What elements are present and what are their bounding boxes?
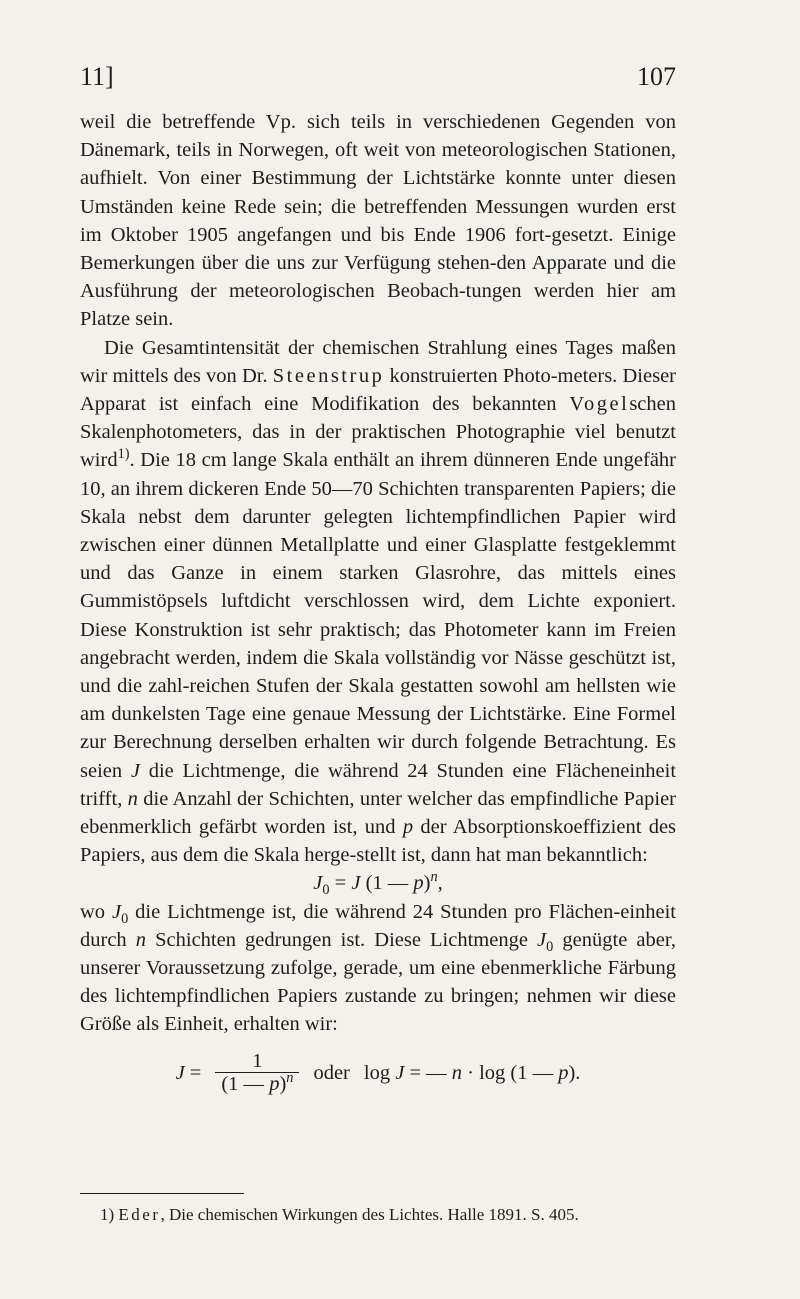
page-header [80,64,676,90]
var-n: n [127,787,138,810]
author-steenstrup: Steenstrup [272,364,385,387]
footnote-divider [80,1193,244,1194]
formula-oder: oder [313,1061,350,1084]
fraction-numerator: 1 [252,1050,263,1073]
footnote-text: , Die chemischen Wirkungen des Lichtes. Halle 1891. S. 405. [160,1205,579,1224]
formula-j0: $J_0 = J$ (1 — p)$^n$, [313,869,443,899]
footnote [100,1204,680,1226]
body-text [80,108,676,1101]
author-vogel: Vogel [569,393,630,416]
footnote-mark: 1) [100,1205,115,1224]
formula-lhs: J = [175,1061,202,1084]
page-number: 107 [637,62,676,91]
fraction [215,1050,299,1095]
var-J: J [130,759,140,782]
paragraph-1: weil die betreffende Vp. sich teils in verschiedenen Gegenden von Dänemark, teils in Norwegen, oft weit von meteorologischen Stationen, aufhielt. Von einer Bestimmung der Lichtstärke konnte unter diesen Umständen keine Rede sein; die betreffenden Messungen wurden erst im Oktober 1905 angefangen und bis Ende 1906 fort-gesetzt. Einige Bemerkungen über die uns zur Verfügung stehen-den Apparate und die Ausführung der meteorologischen Beobach-tungen werden hier am Platze sein. [80,111,676,331]
paragraph-2: Die Gesamtintensität der chemischen Strahlung eines Tages maßen wir mittels des von Dr. Steenstrup konstruierten Photo-meters. Dieser Apparat ist einfach eine Modifikation des bekannten Vogelschen Skalenphotometers, das in der praktischen Photographie viel benutzt wird$^{1)}$. Die 18 cm lange Skala enthält an ihrem dünneren Ende ungefähr 10, an ihrem dickeren Ende 50—70 Schichten transparenten Papiers; die Skala nebst dem darunter gelegten lichtempfindlichen Papier wird zwischen einer dünnen Metallplatte und einer Glasplatte festgeklemmt und das Ganze in einem starken Glasrohre, das mittels eines Gummistöpsels luftdicht verschlossen wird, dem Lichte exponiert. Diese Konstruktion ist sehr praktisch; das Photometer kann im Freien angebracht werden, indem die Skala vollständig vor Nässe geschützt ist, und die zahl-reichen Stufen der Skala gestatten sowohl am hellsten wie am dunkelsten Tage eine genaue Messung der Lichtstärke. Eine Formel zur Berechnung derselben erhalten wir durch folgende Betrachtung. Es seien J die Lichtmenge, die während 24 Stunden eine Flächeneinheit trifft, n die Anzahl der Schichten, unter welcher das empfindliche Papier ebenmerklich gefärbt worden ist, und p der Absorptionskoeffizient des Papiers, aus dem die Skala herge-stellt ist, dann hat man bekanntlich: [80,336,677,867]
paragraph-3: wo $J_0$ die Lichtmenge ist, die während 24 Stunden pro Flächen-einheit durch n Schichten gedrungen ist. Diese Lichtmenge $J_0$ genügte aber, unserer Voraussetzung zufolge, gerade, um eine ebenmerkliche Färbung des lichtempfindlichen Papiers zustande zu bringen; nehmen wir diese Größe als Einheit, erhalten wir: [80,900,676,1036]
formula-unit [80,1045,676,1101]
formula-log: log J = — n · log (1 — p). [363,1061,581,1084]
var-p: p [402,816,414,839]
fraction-denominator: (1 — p)$^n$ [215,1072,299,1095]
footnote-author: Eder [118,1205,161,1224]
footnote-ref: 1) [117,446,130,463]
section-number: 11] [80,62,114,91]
